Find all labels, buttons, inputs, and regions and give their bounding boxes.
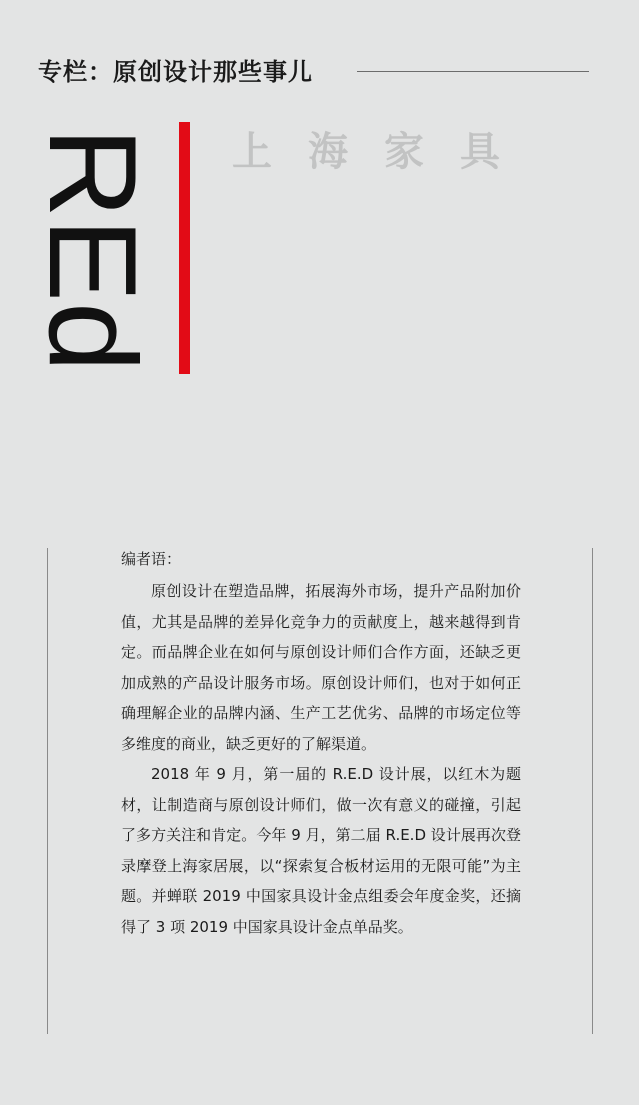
header-divider — [357, 71, 589, 72]
frame-right-line — [592, 548, 593, 1034]
red-logo-wordmark — [23, 127, 161, 374]
editor-note-body — [121, 576, 521, 942]
editor-note-label: 编者语： — [121, 550, 182, 568]
red-accent-bar — [179, 122, 190, 374]
faded-heading — [232, 120, 592, 175]
editor-note-paragraph-1: 原创设计在塑造品牌，拓展海外市场，提升产品附加价值，尤其是品牌的差异化竞争力的贡献度上，越来越得到肯定。而品牌企业在如何与原创设计师们合作方面，还缺乏更加成熟的产品设计服务市场。原创设计师们，也对于如何正确理解企业的品牌内涵、生产工艺优劣、品牌的市场定位等多维度的商业，缺乏更好的了解渠道。 — [121, 582, 521, 753]
column-title: 专栏：原创设计那些事儿 — [38, 58, 313, 86]
faded-heading-text: 上海家具 — [232, 129, 536, 175]
editor-note-paragraph-2: 2018 年 9 月，第一届的 R.E.D 设计展，以红木为题材，让制造商与原创设计师们，做一次有意义的碰撞，引起了多方关注和肯定。今年 9 月，第二届 R.E.D 设计展再次登录摩登上海家居展，以“探索复合板材运用的无限可能”为主题。并蝉联 2019 中国家具设计金点组委会年度金奖，还摘得了 3 项 2019 中国家具设计金点单品奖。 — [121, 765, 521, 936]
frame-left-line — [47, 548, 48, 1034]
red-logo-text: REd — [23, 127, 161, 369]
